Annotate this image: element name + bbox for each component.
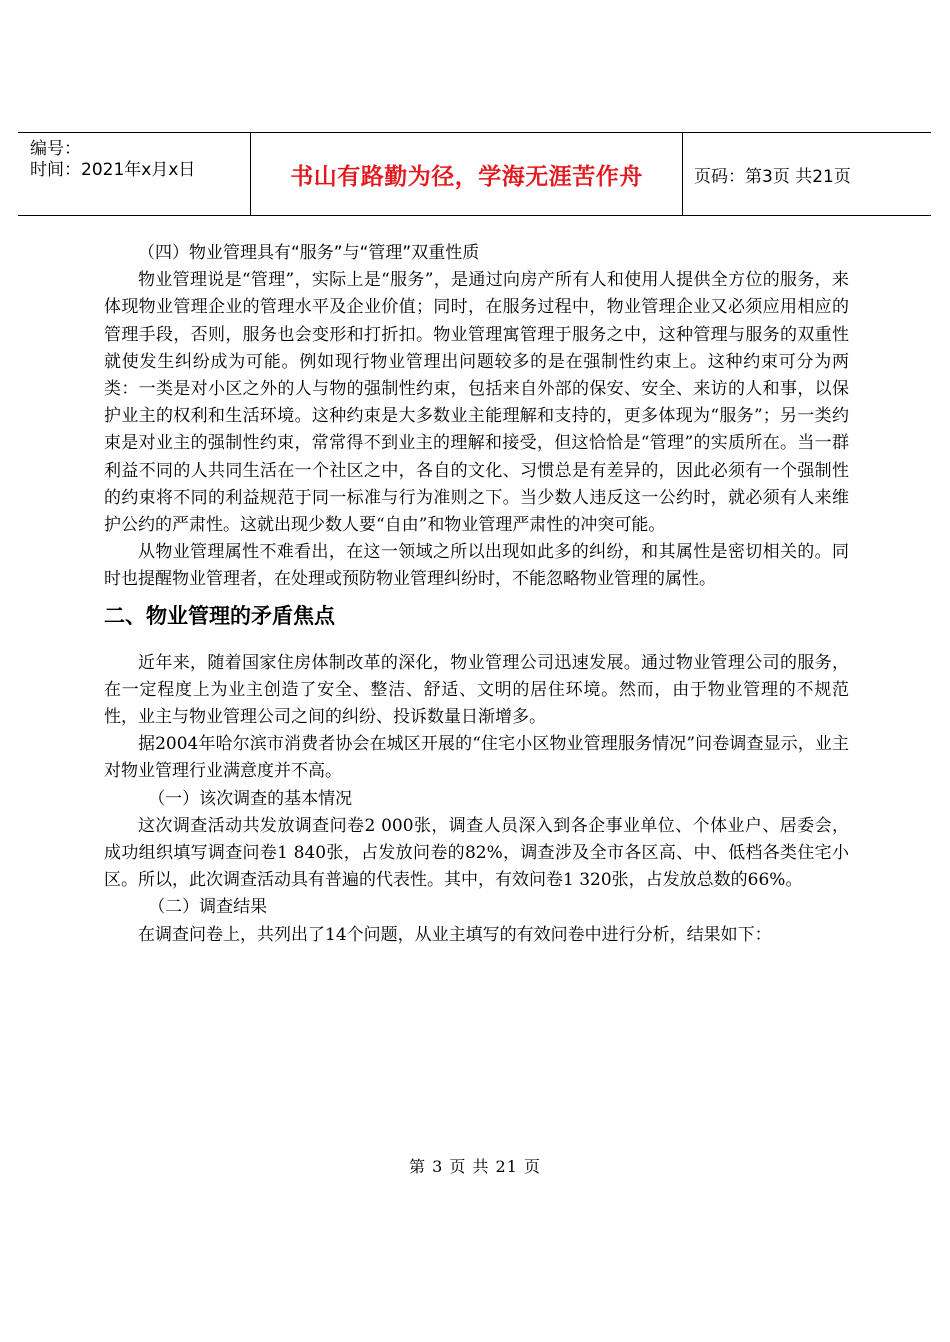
header-meta-cell xyxy=(18,133,251,215)
header-motto-cell xyxy=(251,133,683,215)
paragraph: 从物业管理属性不难看出，在这一领域之所以出现如此多的纠纷，和其属性是密切相关的。同时也提醒物业管理者，在处理或预防物业管理纠纷时，不能忽略物业管理的属性。 xyxy=(104,542,849,590)
subsection-heading-two: （二）调查结果 xyxy=(148,897,268,918)
header-page-cell xyxy=(683,133,931,215)
header-motto: 书山有路勤为径，学海无涯苦作舟 xyxy=(290,163,643,190)
document-date: 时间：2021年x月x日 xyxy=(30,160,196,180)
section-heading-two: 二、物业管理的矛盾焦点 xyxy=(104,603,335,628)
subsection-heading-one: （一）该次调查的基本情况 xyxy=(148,788,353,809)
document-header xyxy=(18,132,931,216)
paragraph: 物业管理说是“管理”，实际上是“服务”，是通过向房产所有人和使用人提供全方位的服务，来体现物业管理企业的管理水平及企业价值；同时，在服务过程中，物业管理企业又必须应用相应的管理手段，否则，服务也会变形和打折扣。物业管理寓管理于服务之中，这种管理与服务的双重性就使发生纠纷成为可能。例如现行物业管理出问题较多的是在强制性约束上。这种约束可分为两类：一类是对小区之外的人与物的强制性约束，包括来自外部的保安、安全、来访的人和事，以保护业主的权利和生活环境。这种约束是大多数业主能理解和支持的，更多体现为“服务”；另一类约束是对业主的强制性约束，常常得不到业主的理解和接受，但这恰恰是“管理”的实质所在。当一群利益不同的人共同生活在一个社区之中，各自的文化、习惯总是有差异的，因此必须有一个强制性的约束将不同的利益规范于同一标准与行为准则之下。当少数人违反这一公约时，就必须有人来维护公约的严肃性。这就出现少数人要“自由”和物业管理严肃性的冲突可能。 xyxy=(104,270,849,536)
paragraph: 据2004年哈尔滨市消费者协会在城区开展的“住宅小区物业管理服务情况”问卷调查显示，业主对物业管理行业满意度并不高。 xyxy=(104,734,849,782)
paragraph: 这次调查活动共发放调查问卷2 000张，调查人员深入到各企事业单位、个体业户、居委会，成功组织填写调查问卷1 840张，占发放问卷的82%，调查涉及全市各区高、中、低档各类住宅小区。所以，此次调查活动具有普遍的代表性。其中，有效问卷1 320张，占发放总数的66%。 xyxy=(104,815,849,891)
subsection-heading-four: （四）物业管理具有“服务”与“管理”双重性质 xyxy=(138,243,480,263)
page-footer: 第 3 页 共 21 页 xyxy=(409,1157,541,1176)
paragraph: 近年来，随着国家住房体制改革的深化，物业管理公司迅速发展。通过物业管理公司的服务，在一定程度上为业主创造了安全、整洁、舒适、文明的居住环境。然而，由于物业管理的不规范性，业主与物业管理公司之间的纠纷、投诉数量日渐增多。 xyxy=(104,652,849,728)
document-body xyxy=(104,240,849,949)
paragraph: 在调查问卷上，共列出了14个问题，从业主填写的有效问卷中进行分析，结果如下： xyxy=(138,924,772,945)
header-page-code: 页码：第3页 共21页 xyxy=(694,166,851,187)
document-number-label: 编号： xyxy=(30,139,81,159)
